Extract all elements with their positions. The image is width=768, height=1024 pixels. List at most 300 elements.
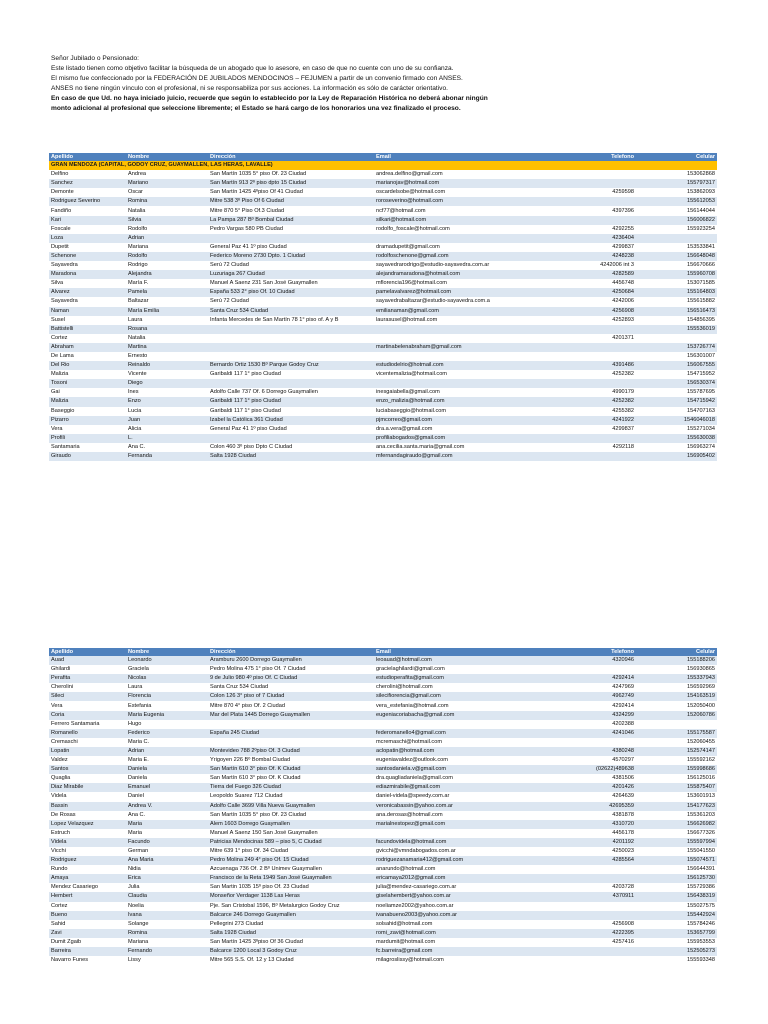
cell-nombre: Hugo xyxy=(126,720,208,729)
cell-direccion: Luzuriaga 267 Ciudad xyxy=(208,270,374,279)
cell-direccion: Tierra del Fuego 326 Ciudad xyxy=(208,783,374,792)
table-row xyxy=(49,856,717,865)
region-group-label: GRAN MENDOZA (CAPITAL, GODOY CRUZ, GUAYMALLEN, LAS HERAS, LAVALLE) xyxy=(49,161,717,170)
cell-apellido: Dupetit xyxy=(49,243,126,252)
cell-nombre: Mariana xyxy=(126,243,208,252)
cell-telefono: 4990179 xyxy=(550,388,636,397)
cell-email: pjmcorreo@gmail.com xyxy=(374,416,550,425)
cell-email: enzo_malizia@hotmail.com xyxy=(374,397,550,406)
cell-direccion: 9 de Julio 980 4º piso Of. C Ciudad xyxy=(208,674,374,683)
table-row xyxy=(49,379,717,388)
cell-celular: 155630038 xyxy=(636,434,717,443)
cell-apellido: Lopez Velazquez xyxy=(49,820,126,829)
cell-celular: 155164803 xyxy=(636,288,717,297)
table-row xyxy=(49,206,717,215)
cell-direccion: Mitre 565 S.S. Of. 12 y 13 Ciudad xyxy=(208,956,374,965)
cell-celular: 155998686 xyxy=(636,765,717,774)
cell-celular: 155597994 xyxy=(636,838,717,847)
table-row xyxy=(49,874,717,883)
cell-apellido: Cherolini xyxy=(49,683,126,692)
cell-direccion: Balcarce 1200 Local 3 Godoy Cruz xyxy=(208,947,374,956)
intro-notice xyxy=(51,54,731,114)
cell-apellido: Vicchi xyxy=(49,847,126,856)
table-row xyxy=(49,416,717,425)
cell-telefono xyxy=(550,865,636,874)
cell-email: giselahembert@yahoo.com.ar xyxy=(374,892,550,901)
cell-email: vicentemalizia@hotmail.com xyxy=(374,370,550,379)
cell-email: martinabelenabraham@gmail.com xyxy=(374,343,550,352)
cell-nombre: Maria E. xyxy=(126,756,208,765)
col-header-celular: Celular xyxy=(636,153,717,161)
cell-nombre: Reinaldo xyxy=(126,361,208,370)
cell-celular: 155188206 xyxy=(636,656,717,665)
cell-direccion: España 533 2° piso Of. 10 Ciudad xyxy=(208,288,374,297)
cell-email: anarundo@hotmail.com xyxy=(374,865,550,874)
cell-nombre: Rodolfo xyxy=(126,252,208,261)
col-header-nombre: Nombre xyxy=(126,648,208,656)
cell-celular: 156930865 xyxy=(636,665,717,674)
cell-email: ivanabueno2003@yahoo.com.ar xyxy=(374,911,550,920)
cell-celular: 156905402 xyxy=(636,452,717,461)
table-row xyxy=(49,774,717,783)
table-row xyxy=(49,270,717,279)
cell-telefono: 4456178 xyxy=(550,829,636,838)
cell-telefono: 4962749 xyxy=(550,692,636,701)
cell-celular: 152505273 xyxy=(636,947,717,956)
cell-direccion xyxy=(208,325,374,334)
cell-nombre: Nicolas xyxy=(126,674,208,683)
cell-celular: 156677326 xyxy=(636,829,717,838)
table-row xyxy=(49,920,717,929)
cell-apellido: Sayavedra xyxy=(49,261,126,270)
cell-telefono: 4256908 xyxy=(550,920,636,929)
cell-direccion: Salta 1928 Ciudad xyxy=(208,452,374,461)
cell-telefono xyxy=(550,874,636,883)
cell-telefono xyxy=(550,911,636,920)
table-row xyxy=(49,720,717,729)
cell-direccion: Federico Moreno 2730 Dpto. 1 Ciudad xyxy=(208,252,374,261)
cell-email: gvicchi@vmndabogados.com.ar xyxy=(374,847,550,856)
lawyers-table-continued xyxy=(49,648,717,965)
cell-email: rodolfoschenone@gmail.com xyxy=(374,252,550,261)
table-row xyxy=(49,307,717,316)
cell-telefono xyxy=(550,179,636,188)
cell-email: marialnestopez@gmail.com xyxy=(374,820,550,829)
cell-nombre: Lucia xyxy=(126,407,208,416)
table-row xyxy=(49,225,717,234)
cell-nombre: Ana C. xyxy=(126,443,208,452)
cell-apellido: Bassin xyxy=(49,802,126,811)
cell-direccion: Leopoldo Suarez 712 Ciudad xyxy=(208,792,374,801)
cell-email: silkari@hotmail.com xyxy=(374,216,550,225)
cell-apellido: Pizarro xyxy=(49,416,126,425)
cell-telefono: 4242006 xyxy=(550,297,636,306)
cell-apellido: Perafita xyxy=(49,674,126,683)
cell-email xyxy=(374,325,550,334)
cell-telefono: 4299837 xyxy=(550,425,636,434)
cell-apellido: Loza xyxy=(49,234,126,243)
table-row xyxy=(49,343,717,352)
cell-celular: 155729386 xyxy=(636,883,717,892)
cell-email: veronicabassin@yahoo.com.ar xyxy=(374,802,550,811)
cell-apellido: Sanchez xyxy=(49,179,126,188)
cell-celular: 1546046018 xyxy=(636,416,717,425)
intro-line: El mismo fue confeccionado por la FEDERACIÓN DE JUBILADOS MENDOCINOS – FEJUMEN a partir de un convenio firmado con ANSES. xyxy=(51,75,463,82)
cell-telefono: 4201371 xyxy=(550,334,636,343)
cell-email: estudioperafita@gmail.com xyxy=(374,674,550,683)
cell-nombre: Mariano xyxy=(126,179,208,188)
cell-nombre: Pamela xyxy=(126,288,208,297)
cell-telefono: 4257416 xyxy=(550,938,636,947)
cell-email: aclopatin@hotmail.com xyxy=(374,747,550,756)
cell-nombre: Andrea V. xyxy=(126,802,208,811)
cell-email: vera_estefania@hotmail.com xyxy=(374,701,550,710)
cell-direccion: General Paz 41 1º piso Ciudad xyxy=(208,425,374,434)
cell-email: milagroslissy@hotmail.com xyxy=(374,956,550,965)
cell-apellido: Mendez Casariego xyxy=(49,883,126,892)
cell-telefono xyxy=(550,738,636,747)
cell-celular: 156006822 xyxy=(636,216,717,225)
cell-telefono: 4259598 xyxy=(550,188,636,197)
cell-telefono: 4370911 xyxy=(550,892,636,901)
cell-nombre: Oscar xyxy=(126,188,208,197)
cell-apellido: Cortez xyxy=(49,902,126,911)
cell-telefono xyxy=(550,197,636,206)
cell-nombre: Laura xyxy=(126,683,208,692)
cell-telefono xyxy=(550,170,636,179)
cell-celular: 155797317 xyxy=(636,179,717,188)
table-row xyxy=(49,288,717,297)
cell-telefono: 4252382 xyxy=(550,397,636,406)
cell-celular: 155592162 xyxy=(636,756,717,765)
cell-direccion xyxy=(208,352,374,361)
cell-celular: 152574147 xyxy=(636,747,717,756)
cell-celular: 156144044 xyxy=(636,206,717,215)
cell-telefono xyxy=(550,379,636,388)
cell-email: estudiodelrio@hotmail.com xyxy=(374,361,550,370)
cell-direccion: General Paz 41 1º piso Ciudad xyxy=(208,243,374,252)
cell-nombre: Estefania xyxy=(126,701,208,710)
cell-nombre: Natalia xyxy=(126,206,208,215)
cell-apellido: Silva xyxy=(49,279,126,288)
table-row xyxy=(49,729,717,738)
cell-direccion: Monseñor Verdager 1138 Las Heras xyxy=(208,892,374,901)
cell-celular: 153726774 xyxy=(636,343,717,352)
cell-direccion: Mitre 538 3º Piso Of 6 Ciudad xyxy=(208,197,374,206)
cell-telefono: 4292255 xyxy=(550,225,636,234)
cell-nombre: Rodrigo xyxy=(126,261,208,270)
cell-direccion: Adolfo Calle 737 Of. 6 Dorrego Guaymallen xyxy=(208,388,374,397)
intro-line-bold: monto adicional al profesional que seleccione libremente; el Estado se hará cargo de los honorarios una vez finalizado el proceso. xyxy=(51,105,461,112)
intro-line-bold: En caso de que Ud. no haya iniciado juicio, recuerde que según lo establecido por la Ley de Reparación Histórica no deberá abonar ningún xyxy=(51,95,488,102)
cell-apellido: Estruch xyxy=(49,829,126,838)
cell-email: dramadupetit@gmail.com xyxy=(374,243,550,252)
cell-direccion xyxy=(208,343,374,352)
cell-apellido: Vera xyxy=(49,425,126,434)
cell-direccion: España 245 Ciudad xyxy=(208,729,374,738)
cell-direccion: Yrigoyen 226 Bº Bombal Ciudad xyxy=(208,756,374,765)
cell-celular: 156592969 xyxy=(636,683,717,692)
cell-telefono: 4320946 xyxy=(550,656,636,665)
cell-celular: 156301007 xyxy=(636,352,717,361)
table-row xyxy=(49,811,717,820)
table-row xyxy=(49,197,717,206)
cell-apellido: Baseggio xyxy=(49,407,126,416)
cell-email: gracielaghilardi@gmail.com xyxy=(374,665,550,674)
cell-email: rodolfo_foscale@hotmail.com xyxy=(374,225,550,234)
cell-nombre: Mariana xyxy=(126,938,208,947)
cell-celular: 155875407 xyxy=(636,783,717,792)
cell-nombre: Erica xyxy=(126,874,208,883)
col-header-celular: Celular xyxy=(636,648,717,656)
cell-nombre: Ana Maria xyxy=(126,856,208,865)
cell-celular: 156067555 xyxy=(636,361,717,370)
cell-direccion: Salta 1928 Ciudad xyxy=(208,929,374,938)
cell-nombre: Florencia xyxy=(126,692,208,701)
table-row xyxy=(49,738,717,747)
table-row xyxy=(49,370,717,379)
cell-direccion: Colon 460 3º piso Dpto C Ciudad xyxy=(208,443,374,452)
cell-direccion: San Martín 1035 5° piso Of. 23 Ciudad xyxy=(208,811,374,820)
cell-direccion xyxy=(208,334,374,343)
cell-apellido: Gai xyxy=(49,388,126,397)
col-header-telefono: Telefono xyxy=(550,648,636,656)
cell-email: emilianaman@gmail.com xyxy=(374,307,550,316)
table-row xyxy=(49,443,717,452)
cell-email: silecifiorencia@gmail.com xyxy=(374,692,550,701)
cell-celular: 152060786 xyxy=(636,711,717,720)
cell-telefono: 4222395 xyxy=(550,929,636,938)
lawyers-table-gran-mendoza xyxy=(49,153,717,461)
cell-email: noeliamze2002@yahoo.com.ar xyxy=(374,902,550,911)
cell-telefono: 4380248 xyxy=(550,747,636,756)
cell-celular: 154707163 xyxy=(636,407,717,416)
cell-direccion: Patricias Mendocinas 589 – piso 5, C Ciudad xyxy=(208,838,374,847)
cell-direccion: San Martin 1035 15º piso Of. 23 Ciudad xyxy=(208,883,374,892)
cell-celular: 153071585 xyxy=(636,279,717,288)
cell-direccion: Pedro Molina 475 1° piso Of. 7 Ciudad xyxy=(208,665,374,674)
cell-telefono: 4248238 xyxy=(550,252,636,261)
cell-telefono xyxy=(550,902,636,911)
cell-celular xyxy=(636,234,717,243)
cell-celular: 156438319 xyxy=(636,892,717,901)
cell-nombre: Daniel xyxy=(126,792,208,801)
cell-direccion: Izabel la Católica 361 Ciudad xyxy=(208,416,374,425)
cell-email: dra.quagliadaniela@gmail.com xyxy=(374,774,550,783)
cell-celular: 155536019 xyxy=(636,325,717,334)
cell-celular: 155615882 xyxy=(636,297,717,306)
table-row xyxy=(49,674,717,683)
cell-apellido: Dumit Zgaib xyxy=(49,938,126,947)
cell-celular: 155442924 xyxy=(636,911,717,920)
cell-nombre: Vicente xyxy=(126,370,208,379)
cell-nombre: Ines xyxy=(126,388,208,397)
table-row xyxy=(49,243,717,252)
cell-apellido: Maradona xyxy=(49,270,126,279)
col-header-direccion: Dirección xyxy=(208,648,374,656)
cell-direccion: Manuel A Saenz 150 San José Guaymallen xyxy=(208,829,374,838)
cell-telefono: 4250023 xyxy=(550,847,636,856)
table-header-row xyxy=(49,648,717,656)
cell-telefono: 4292414 xyxy=(550,674,636,683)
cell-celular: 155041550 xyxy=(636,847,717,856)
cell-nombre: Alicia xyxy=(126,425,208,434)
table-row xyxy=(49,188,717,197)
cell-apellido: Battistelli xyxy=(49,325,126,334)
cell-telefono: 42695359 xyxy=(550,802,636,811)
cell-email xyxy=(374,352,550,361)
cell-apellido: Amaya xyxy=(49,874,126,883)
cell-nombre: Ana C. xyxy=(126,811,208,820)
table-row xyxy=(49,792,717,801)
cell-apellido: Delfino xyxy=(49,170,126,179)
cell-direccion: San Martín 913 2º piso dpto 15 Ciudad xyxy=(208,179,374,188)
cell-nombre: Federico xyxy=(126,729,208,738)
cell-nombre: María Emilia xyxy=(126,307,208,316)
cell-apellido: Bueno xyxy=(49,911,126,920)
cell-celular: 155960708 xyxy=(636,270,717,279)
cell-direccion: Santa Cruz 534 Ciudad xyxy=(208,683,374,692)
table-row xyxy=(49,765,717,774)
table-row xyxy=(49,179,717,188)
cell-email: pamelavalvarez@hotmail.com xyxy=(374,288,550,297)
cell-apellido: Hembert xyxy=(49,892,126,901)
cell-telefono: 4201426 xyxy=(550,783,636,792)
cell-nombre: Ivana xyxy=(126,911,208,920)
table-row xyxy=(49,692,717,701)
table-row xyxy=(49,279,717,288)
cell-apellido: Navarro Funes xyxy=(49,956,126,965)
intro-line: Este listado tienen como objetivo facilitar la búsqueda de un abogado que lo asesore, en caso de que no cuente con uno de su confianza. xyxy=(51,65,454,72)
cell-apellido: Vera xyxy=(49,701,126,710)
cell-celular: 153533841 xyxy=(636,243,717,252)
cell-email xyxy=(374,234,550,243)
table-row xyxy=(49,938,717,947)
cell-apellido: Schenone xyxy=(49,252,126,261)
cell-telefono: 4255382 xyxy=(550,407,636,416)
cell-nombre: Rodolfo xyxy=(126,225,208,234)
cell-celular xyxy=(636,720,717,729)
cell-direccion xyxy=(208,720,374,729)
table-row xyxy=(49,656,717,665)
table-row xyxy=(49,234,717,243)
cell-email: dra.a.vera@gmail.com xyxy=(374,425,550,434)
cell-direccion: Mar del Plata 1445 Dorrego Guaymallen xyxy=(208,711,374,720)
cell-email: mardumit@hotmail.com xyxy=(374,938,550,947)
cell-nombre: Romina xyxy=(126,929,208,938)
cell-nombre: Fernando xyxy=(126,947,208,956)
cell-direccion: Azcuenaga 736 Of. 2 Bº Unimev Guaymallen xyxy=(208,865,374,874)
cell-telefono: 4250684 xyxy=(550,288,636,297)
cell-apellido: Zavi xyxy=(49,929,126,938)
col-header-email: Email xyxy=(374,153,550,161)
cell-telefono: 4236404 xyxy=(550,234,636,243)
cell-apellido: Alvarez xyxy=(49,288,126,297)
cell-celular: 155612053 xyxy=(636,197,717,206)
cell-telefono: 4242006 int 3 xyxy=(550,261,636,270)
table-row xyxy=(49,665,717,674)
cell-celular: 156626982 xyxy=(636,820,717,829)
cell-direccion: San Martín 1035 5° piso Of. 23 Ciudad xyxy=(208,170,374,179)
cell-nombre: Fernanda xyxy=(126,452,208,461)
cell-telefono: 4397396 xyxy=(550,206,636,215)
cell-apellido: Rodriguez Severino xyxy=(49,197,126,206)
cell-telefono: 4252893 xyxy=(550,316,636,325)
cell-direccion xyxy=(208,738,374,747)
cell-direccion: Pedro Molina 249 4° piso Of. 15 Ciudad xyxy=(208,856,374,865)
table-row xyxy=(49,261,717,270)
cell-email: profiliabogados@gmail.com xyxy=(374,434,550,443)
cell-apellido: Demonte xyxy=(49,188,126,197)
cell-nombre: María F. xyxy=(126,279,208,288)
cell-direccion: Manuel A Saenz 231 San José Guaymallen xyxy=(208,279,374,288)
table-row xyxy=(49,911,717,920)
cell-email: rodriguezanamaria412@gmail.com xyxy=(374,856,550,865)
cell-telefono xyxy=(550,434,636,443)
table-row xyxy=(49,452,717,461)
cell-telefono: 4256908 xyxy=(550,307,636,316)
cell-celular: 155784246 xyxy=(636,920,717,929)
table-row xyxy=(49,865,717,874)
cell-apellido: Foscale xyxy=(49,225,126,234)
cell-celular: 156530374 xyxy=(636,379,717,388)
cell-email: facundovidela@hotmail.com xyxy=(374,838,550,847)
cell-direccion: Mitre 870 5° Piso Of.3 Ciudad xyxy=(208,206,374,215)
cell-email: julia@mendez-casariego.com.ar xyxy=(374,883,550,892)
cell-apellido: Barreira xyxy=(49,947,126,956)
cell-apellido: Fandiño xyxy=(49,206,126,215)
cell-celular: 155361203 xyxy=(636,811,717,820)
cell-telefono: (02622)489638 xyxy=(550,765,636,774)
cell-apellido: Quaglia xyxy=(49,774,126,783)
cell-direccion: Serú 72 Ciudad xyxy=(208,261,374,270)
cell-apellido: De Rosas xyxy=(49,811,126,820)
col-header-apellido: Apellido xyxy=(49,648,126,656)
cell-telefono: 4324299 xyxy=(550,711,636,720)
table-row xyxy=(49,397,717,406)
cell-nombre: Daniela xyxy=(126,774,208,783)
cell-direccion: Aramburu 2600 Dorrego Guaymallen xyxy=(208,656,374,665)
cell-apellido: Romanello xyxy=(49,729,126,738)
cell-direccion: La Pampa 287 Bº Bombal Ciudad xyxy=(208,216,374,225)
cell-apellido: Ghilardi xyxy=(49,665,126,674)
cell-direccion xyxy=(208,234,374,243)
cell-apellido: Rundo xyxy=(49,865,126,874)
cell-email xyxy=(374,829,550,838)
table-row xyxy=(49,425,717,434)
cell-celular: 156644391 xyxy=(636,865,717,874)
cell-direccion: Colon 126 3° piso of 7 Ciudad xyxy=(208,692,374,701)
cell-celular: 155074571 xyxy=(636,856,717,865)
table-row xyxy=(49,316,717,325)
cell-nombre: Maria xyxy=(126,829,208,838)
cell-nombre: Noelia xyxy=(126,902,208,911)
col-header-nombre: Nombre xyxy=(126,153,208,161)
cell-celular: 155787695 xyxy=(636,388,717,397)
cell-celular: 155923254 xyxy=(636,225,717,234)
col-header-telefono: Telefono xyxy=(550,153,636,161)
cell-nombre: Adrian xyxy=(126,747,208,756)
intro-line: ANSES no tiene ningún vínculo con el profesional, ni se responsabiliza por sus acciones. La información es sólo de carácter orientativo. xyxy=(51,85,448,92)
cell-apellido: Videla xyxy=(49,838,126,847)
cell-email: mfernandagiraudo@gmail.com xyxy=(374,452,550,461)
region-group-row xyxy=(49,161,717,170)
cell-telefono: 4381506 xyxy=(550,774,636,783)
cell-telefono: 4456748 xyxy=(550,279,636,288)
cell-direccion: San Martín 610 3° piso Of. K Ciudad xyxy=(208,774,374,783)
cell-direccion: Bernardo Ortiz 1530 Bº Parque Godoy Cruz xyxy=(208,361,374,370)
cell-telefono: 4299837 xyxy=(550,243,636,252)
